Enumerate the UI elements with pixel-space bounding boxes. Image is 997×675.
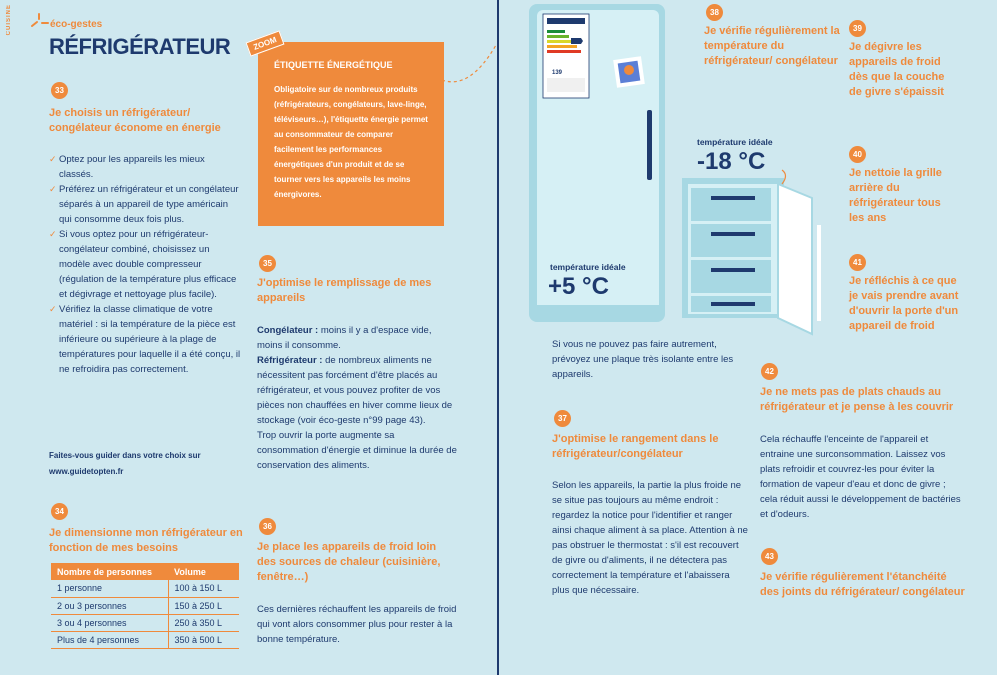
gesture-text-36: Ces dernières réchauffent les appareils de froid qui vont alors consommer plus pour rester à la bonne température.	[257, 604, 457, 645]
gesture-number-36: 36	[259, 518, 276, 535]
gesture-number-33: 33	[51, 82, 68, 99]
bullet-item: ✓ Vérifiez la classe climatique de votre matériel : si la température de la pièce est inférieure ou supérieure à la plage de températures pour laquelle il a été conçu, il ne refroidira pas correctement.	[49, 302, 241, 377]
page-title: RÉFRIGÉRATEUR	[49, 34, 231, 59]
section-tag: CUISINE	[6, 4, 12, 36]
table-cell: 3 ou 4 personnes	[51, 614, 168, 631]
volume-table	[51, 563, 239, 649]
table-row	[51, 631, 239, 648]
door-text: Trop ouvrir la porte augmente sa consommation d'énergie et diminue la durée de conservation des aliments.	[257, 430, 457, 471]
bullet-item: ✓ Optez pour les appareils les mieux classés.	[49, 152, 241, 182]
table-cell: 250 à 350 L	[174, 617, 223, 628]
dashed-curve	[440, 40, 498, 90]
fridge-temp-label: température idéale	[550, 262, 626, 272]
table-cell: 350 à 500 L	[174, 634, 223, 645]
gesture-number-34: 34	[51, 503, 68, 520]
sparkle-icon	[28, 8, 50, 30]
refrigerateur-label: Réfrigérateur :	[257, 355, 323, 366]
gesture-heading-40: Je nettoie la grille arrière du réfrigérateur tous les ans	[849, 167, 942, 224]
table-header: Nombre de personnes	[57, 566, 153, 577]
gesture-heading-43: Je vérifie régulièrement l'étanchéité des joints du réfrigérateur/ congélateur	[760, 571, 965, 598]
gesture-list-33	[49, 152, 241, 377]
gesture-heading-33: Je choisis un réfrigérateur/ congélateur économe en énergie	[49, 107, 221, 134]
table-cell: 1 personne	[51, 580, 168, 597]
gesture-number-38: 38	[706, 4, 723, 21]
guide-link[interactable]: www.guidetopten.fr	[49, 467, 124, 476]
congelateur-label: Congélateur :	[257, 325, 319, 336]
table-row	[51, 580, 239, 597]
gesture-heading-41: Je réfléchis à ce que je vais prendre avant d'ouvrir la porte d'un appareil de froid	[849, 275, 959, 332]
gesture-text-35	[257, 323, 457, 473]
table-row	[51, 597, 239, 614]
table-cell: Plus de 4 personnes	[51, 631, 168, 648]
gesture-number-41: 41	[849, 254, 866, 271]
gesture-text-42: Cela réchauffe l'enceinte de l'appareil et entraine une surconsommation. Laissez vos plats refroidir et couvrez-les pour éviter la formation de vapeur d'eau et donc de givre ; cela réduit aussi le développement de bactéries et d'odeurs.	[760, 434, 961, 520]
gesture-number-39: 39	[849, 20, 866, 37]
gesture-heading-34: Je dimensionne mon réfrigérateur en fonction de mes besoins	[49, 527, 243, 554]
zoom-box	[258, 42, 444, 226]
guide-label: Faites-vous guider dans votre choix sur	[49, 451, 201, 460]
energy-label-number: 139	[552, 70, 563, 76]
gesture-heading-37: J'optimise le rangement dans le réfrigérateur/congélateur	[552, 433, 719, 460]
gesture-number-37: 37	[554, 410, 571, 427]
freezer-temp-label: température idéale	[697, 137, 773, 147]
gesture-number-43: 43	[761, 548, 778, 565]
zoom-badge-label: ZOOM	[252, 35, 278, 52]
congelateur-text: moins il y a d'espace vide, moins il consomme.	[257, 325, 432, 351]
eco-label: éco-gestes	[50, 19, 103, 30]
table-cell: 100 à 150 L	[174, 583, 223, 594]
freezer-temp: -18 °C	[697, 148, 766, 175]
table-row	[51, 614, 239, 631]
bullet-item: ✓ Si vous optez pour un réfrigérateur-congélateur combiné, choisissez un modèle avec double compresseur (régulation de la température plus efficace et dégivrage et nettoyage plus facile).	[49, 227, 241, 302]
fridge-temp: +5 °C	[548, 273, 609, 300]
gesture-heading-36: Je place les appareils de froid loin des sources de chaleur (cuisinière, fenêtre…)	[257, 541, 441, 583]
refrigerateur-text: de nombreux aliments ne nécessitent pas forcément d'être placés au réfrigérateur, et vous pouvez profiter de vos pièces non chauffées en hiver comme lieux de stockage (voir éco-geste n°99 page 43).	[257, 355, 453, 426]
gesture-number-42: 42	[761, 363, 778, 380]
table-cell: 2 ou 3 personnes	[51, 597, 168, 614]
right-page	[499, 0, 997, 675]
insulation-caption: Si vous ne pouvez pas faire autrement, prévoyez une plaque très isolante entre les appareils.	[552, 339, 734, 380]
table-header: Volume	[174, 566, 206, 577]
bullet-item: ✓ Préférez un réfrigérateur et un congélateur séparés à un appareil de type américain qui consomme deux fois plus.	[49, 182, 241, 227]
gesture-text-37: Selon les appareils, la partie la plus froide ne se situe pas toujours au même endroit : regardez la notice pour l'identifier et ranger ainsi chaque aliment à sa place. Attention à ne pas obstruer le thermostat : s'il est recouvert de givre ou d'aliments, il ne détectera pas correctement la température et l'abaissera plus que nécessaire.	[552, 480, 748, 596]
gesture-number-35: 35	[259, 255, 276, 272]
gesture-heading-42: Je ne mets pas de plats chauds au réfrigérateur et je pense à les couvrir	[760, 386, 954, 413]
gesture-heading-35: J'optimise le remplissage de mes appareils	[257, 277, 432, 304]
gesture-heading-38: Je vérifie régulièrement la température du réfrigérateur/ congélateur	[704, 25, 840, 67]
left-page	[0, 0, 498, 675]
zoom-body: Obligatoire sur de nombreux produits (réfrigérateurs, congélateurs, lave-linge, téléviseurs…), l'étiquette énergie permet au consommateur de comparer facilement les performances énergétiques d'un produit et de se tourner vers les appareils les moins énergivores.	[274, 85, 428, 199]
gesture-heading-39: Je dégivre les appareils de froid dès que la couche de givre s'épaissit	[849, 41, 945, 98]
gesture-number-40: 40	[849, 146, 866, 163]
zoom-title: ÉTIQUETTE ÉNERGÉTIQUE	[274, 60, 393, 70]
table-cell: 150 à 250 L	[174, 600, 223, 611]
